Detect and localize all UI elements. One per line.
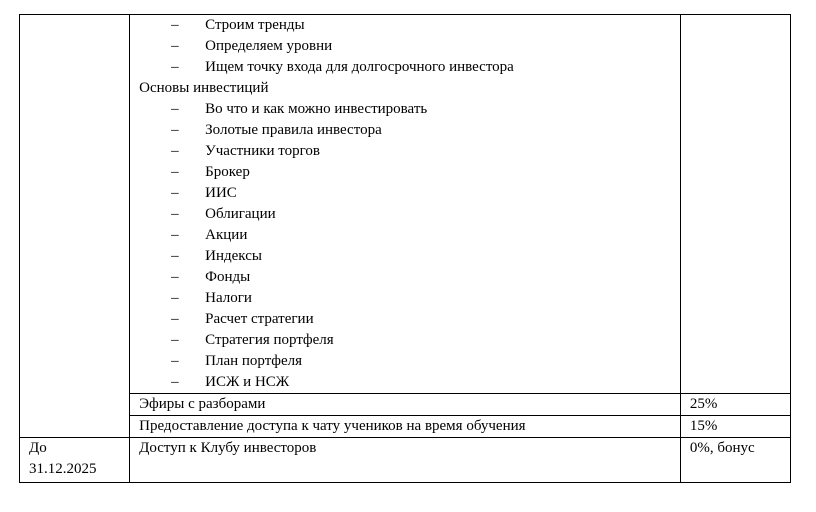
list-item — [139, 204, 680, 225]
list-item-text: Облигации — [205, 206, 276, 222]
document-table-wrapper — [19, 14, 791, 483]
list-item-text: Расчет стратегии — [205, 311, 314, 327]
list-item-text: План портфеля — [205, 353, 303, 369]
dash-bullet: – — [171, 248, 179, 264]
list-item — [139, 141, 680, 162]
list-item — [139, 183, 680, 204]
list-item — [139, 57, 680, 78]
dash-bullet: – — [171, 59, 179, 75]
list-item — [139, 225, 680, 246]
list-item-text: Во что и как можно инвестировать — [205, 101, 428, 117]
list-item — [139, 330, 680, 351]
section-title: Основы инвестиций — [139, 80, 269, 96]
list-item — [139, 99, 680, 120]
list-item-text: ИСЖ и НСЖ — [205, 374, 290, 390]
dash-bullet: – — [171, 290, 179, 306]
list-item-text: Участники торгов — [205, 143, 321, 159]
list-item — [139, 120, 680, 141]
table-row-program — [20, 15, 791, 394]
streams-label: Эфиры с разборами — [130, 394, 681, 416]
dash-bullet: – — [171, 38, 179, 54]
club-date-cell — [20, 438, 130, 483]
list-item-text: Акции — [205, 227, 248, 243]
list-item — [139, 288, 680, 309]
list-item-text: ИИС — [205, 185, 237, 201]
list-item-text: Строим тренды — [205, 17, 305, 33]
dash-bullet: – — [171, 164, 179, 180]
dash-bullet: – — [171, 101, 179, 117]
chat-value: 15% — [680, 416, 790, 438]
topic-list-trends — [139, 15, 680, 78]
list-item-text: Стратегия портфеля — [205, 332, 334, 348]
list-item — [139, 246, 680, 267]
list-item-text: Индексы — [205, 248, 262, 264]
club-date-line2: 31.12.2025 — [29, 461, 97, 477]
dash-bullet: – — [171, 122, 179, 138]
list-item-text: Золотые правила инвестора — [205, 122, 382, 138]
dash-bullet: – — [171, 206, 179, 222]
list-item — [139, 309, 680, 330]
list-item-text: Налоги — [205, 290, 252, 306]
list-item — [139, 267, 680, 288]
dash-bullet: – — [171, 269, 179, 285]
list-item-text: Ищем точку входа для долгосрочного инвестора — [205, 59, 514, 75]
dash-bullet: – — [171, 143, 179, 159]
club-date-line1: До — [29, 440, 47, 456]
club-label: Доступ к Клубу инвесторов — [130, 438, 681, 483]
list-item — [139, 162, 680, 183]
dash-bullet: – — [171, 311, 179, 327]
dash-bullet: – — [171, 353, 179, 369]
dash-bullet: – — [171, 185, 179, 201]
streams-value: 25% — [680, 394, 790, 416]
table-row-club — [20, 438, 791, 483]
program-cell — [130, 15, 681, 394]
date-cell-empty — [20, 15, 130, 438]
table-row-streams — [20, 394, 791, 416]
list-item-text: Определяем уровни — [205, 38, 333, 54]
list-item — [139, 15, 680, 36]
dash-bullet: – — [171, 17, 179, 33]
chat-label: Предоставление доступа к чату учеников на время обучения — [130, 416, 681, 438]
value-cell-empty — [680, 15, 790, 394]
topic-list-basics — [139, 99, 680, 393]
dash-bullet: – — [171, 227, 179, 243]
course-table — [19, 14, 791, 483]
list-item-text: Фонды — [205, 269, 251, 285]
list-item — [139, 372, 680, 393]
list-item — [139, 351, 680, 372]
dash-bullet: – — [171, 374, 179, 390]
club-value: 0%, бонус — [680, 438, 790, 483]
dash-bullet: – — [171, 332, 179, 348]
list-item-text: Брокер — [205, 164, 250, 180]
list-item — [139, 36, 680, 57]
table-row-chat — [20, 416, 791, 438]
